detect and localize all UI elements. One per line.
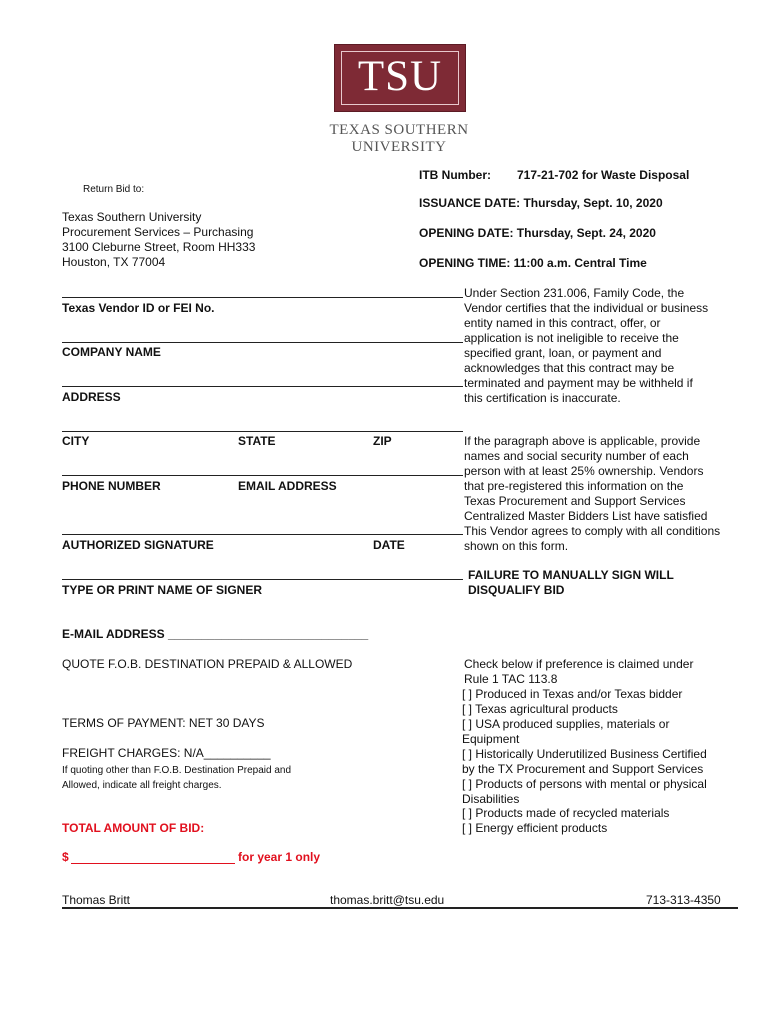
preference-item[interactable]: [ ] Energy efficient products bbox=[462, 821, 608, 835]
preference-item[interactable]: [ ] Products made of recycled materials bbox=[462, 806, 670, 820]
freight-note: If quoting other than F.O.B. Destination Prepaid and Allowed, indicate all freight charges. bbox=[62, 765, 292, 791]
preference-item[interactable]: [ ] Texas agricultural products bbox=[462, 702, 618, 716]
state-label: STATE bbox=[238, 434, 276, 448]
contact-email[interactable]: thomas.britt@tsu.edu bbox=[330, 893, 445, 907]
contact-name: Thomas Britt bbox=[62, 893, 131, 907]
ssn-notice-text: If the paragraph above is applicable, provide names and social security number of each person with at least 25% ownership. Vendors that pre-registered this information on the Texas Procurement and Support Services Centralized Master Bidders List have satisfied This Vendor agrees to comply with all conditions shown on this form. bbox=[464, 434, 721, 553]
return-bid-label: Return Bid to: bbox=[83, 184, 145, 195]
total-amount-line[interactable] bbox=[71, 863, 235, 864]
issuance-date: ISSUANCE DATE: Thursday, Sept. 10, 2020 bbox=[419, 196, 663, 210]
total-period: for year 1 only bbox=[238, 850, 321, 864]
address-label: ADDRESS bbox=[62, 390, 121, 404]
preference-item[interactable]: [ ] Products of persons with mental or physical Disabilities bbox=[462, 777, 707, 806]
itb-number-label: ITB Number: bbox=[419, 168, 491, 182]
signature-line[interactable] bbox=[62, 534, 463, 535]
tsu-logo bbox=[334, 44, 466, 112]
logo-text: TSU bbox=[357, 53, 443, 100]
payment-terms: TERMS OF PAYMENT: NET 30 DAYS bbox=[62, 716, 265, 730]
email-address-field[interactable]: E-MAIL ADDRESS ______________________________ bbox=[62, 627, 369, 641]
preference-heading: Check below if preference is claimed under Rule 1 TAC 113.8 bbox=[464, 657, 694, 686]
city-line[interactable] bbox=[62, 431, 463, 432]
signature-label: AUTHORIZED SIGNATURE bbox=[62, 538, 214, 552]
address-line[interactable] bbox=[62, 386, 463, 387]
opening-time: OPENING TIME: 11:00 a.m. Central Time bbox=[419, 256, 647, 270]
return-address: Texas Southern University Procurement Services – Purchasing 3100 Cleburne Street, Room HH333 Houston, TX 77004 bbox=[62, 210, 256, 269]
preference-item[interactable]: [ ] Historically Underutilized Business Certified by the TX Procurement and Support Services bbox=[462, 747, 707, 776]
itb-number-value: 717-21-702 for Waste Disposal bbox=[517, 168, 690, 182]
city-label: CITY bbox=[62, 434, 90, 448]
certification-text: Under Section 231.006, Family Code, the Vendor certifies that the individual or business entity named in this contract, offer, or application is not ineligible to receive the specified grant, loan, or payment and acknowledges that this contract may be terminated and payment may be withheld if this certification is inaccurate. bbox=[464, 286, 709, 405]
date-label: DATE bbox=[373, 538, 405, 552]
preference-item[interactable]: [ ] USA produced supplies, materials or Equipment bbox=[462, 717, 670, 746]
preference-item[interactable]: [ ] Produced in Texas and/or Texas bidder bbox=[462, 687, 683, 701]
phone-label: PHONE NUMBER bbox=[62, 479, 161, 493]
email-label: EMAIL ADDRESS bbox=[238, 479, 337, 493]
company-line[interactable] bbox=[62, 342, 463, 343]
signer-line[interactable] bbox=[62, 579, 463, 580]
company-label: COMPANY NAME bbox=[62, 345, 161, 359]
vendor-id-label: Texas Vendor ID or FEI No. bbox=[62, 301, 215, 315]
zip-label: ZIP bbox=[373, 434, 392, 448]
phone-line[interactable] bbox=[62, 475, 463, 476]
manual-sign-warning: FAILURE TO MANUALLY SIGN WILL DISQUALIFY BID bbox=[468, 568, 674, 597]
university-name: TEXAS SOUTHERN UNIVERSITY bbox=[329, 122, 469, 155]
fob-terms: QUOTE F.O.B. DESTINATION PREPAID & ALLOWED bbox=[62, 657, 353, 671]
opening-date: OPENING DATE: Thursday, Sept. 24, 2020 bbox=[419, 226, 656, 240]
contact-phone: 713-313-4350 bbox=[646, 893, 721, 907]
vendor-id-line[interactable] bbox=[62, 297, 463, 298]
total-dollar-sign: $ bbox=[62, 850, 69, 864]
freight-charges: FREIGHT CHARGES: N/A__________ bbox=[62, 746, 271, 760]
total-amount-label: TOTAL AMOUNT OF BID: bbox=[62, 821, 205, 835]
signer-label: TYPE OR PRINT NAME OF SIGNER bbox=[62, 583, 263, 597]
footer-rule bbox=[62, 907, 738, 909]
